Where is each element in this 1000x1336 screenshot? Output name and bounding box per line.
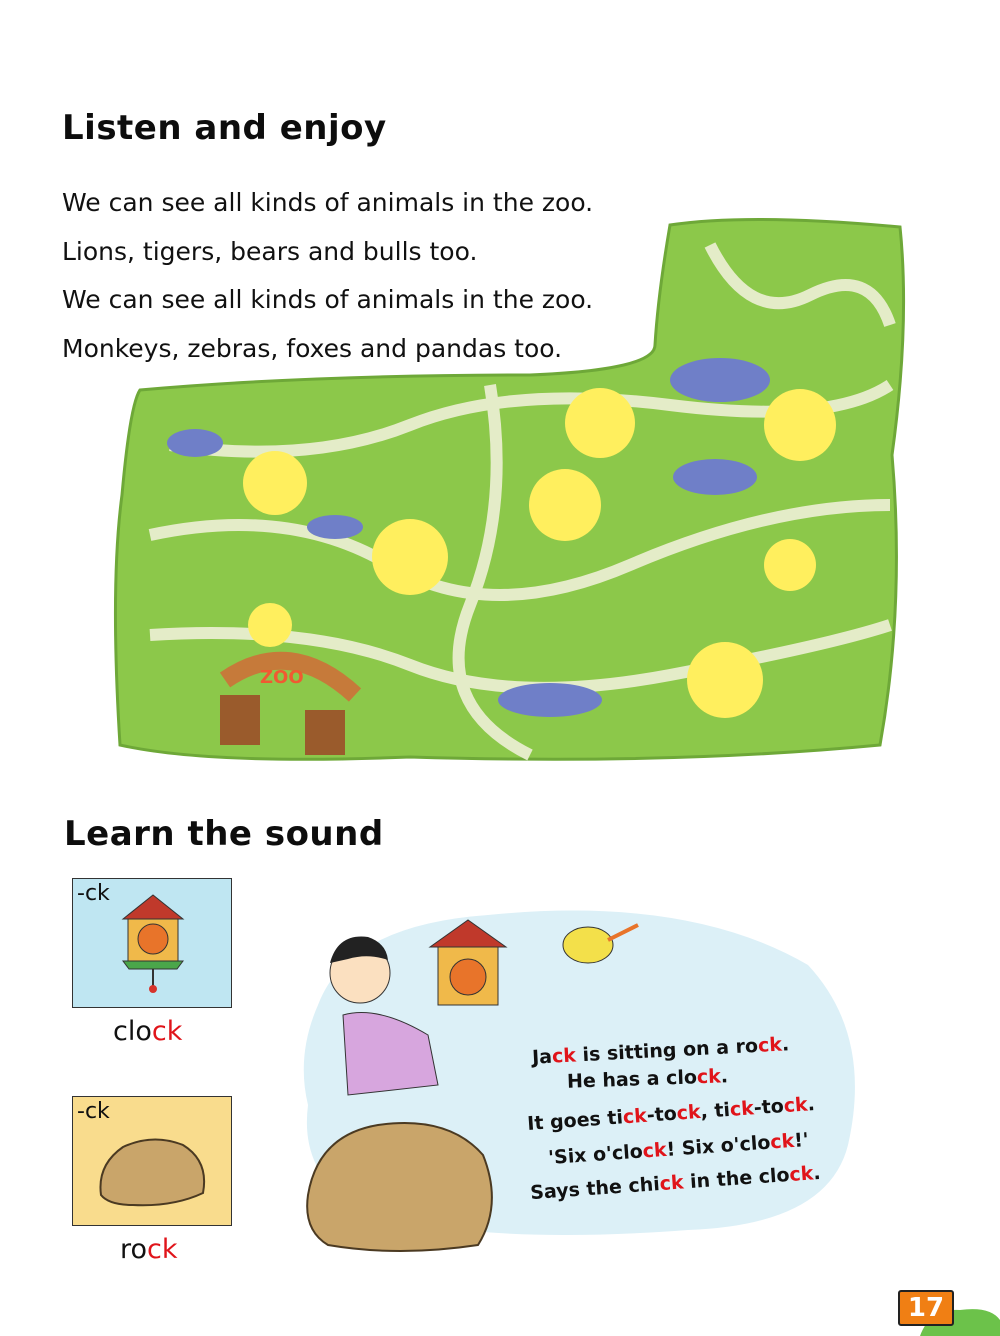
poem-line-3: We can see all kinds of animals in the zoo. [62,285,594,314]
phonics-card-clock [72,878,232,1008]
rock-icon [93,1125,213,1215]
rhyme-line-3: It goes tick-tock, tick-tock. [526,1092,816,1136]
rhyme-line-2: He has a clock. [566,1065,729,1093]
rhyme-line-4: 'Six o'clock! Six o'clock!' [547,1128,810,1170]
word-clock: clock [113,1016,183,1047]
zoo-gate-sign: ZOO [260,667,304,688]
card-tag: -ck [77,881,110,906]
poem-line-2: Lions, tigers, bears and bulls too. [62,237,478,266]
poem-line-1: We can see all kinds of animals in the zoo. [62,188,594,217]
phonics-card-rock [72,1096,232,1226]
section-heading-listen: Listen and enjoy [62,108,387,148]
card-tag: -ck [77,1099,110,1124]
word-rock: rock [120,1234,178,1265]
page-number-badge: 17 [898,1290,954,1326]
poem-line-4: Monkeys, zebras, foxes and pandas too. [62,334,563,363]
rhyme-line-5: Says the chick in the clock. [529,1161,822,1205]
section-heading-learn: Learn the sound [64,814,384,854]
rhyme-line-1: Jack is sitting on a rock. [531,1033,790,1069]
cuckoo-clock-icon [113,889,193,994]
